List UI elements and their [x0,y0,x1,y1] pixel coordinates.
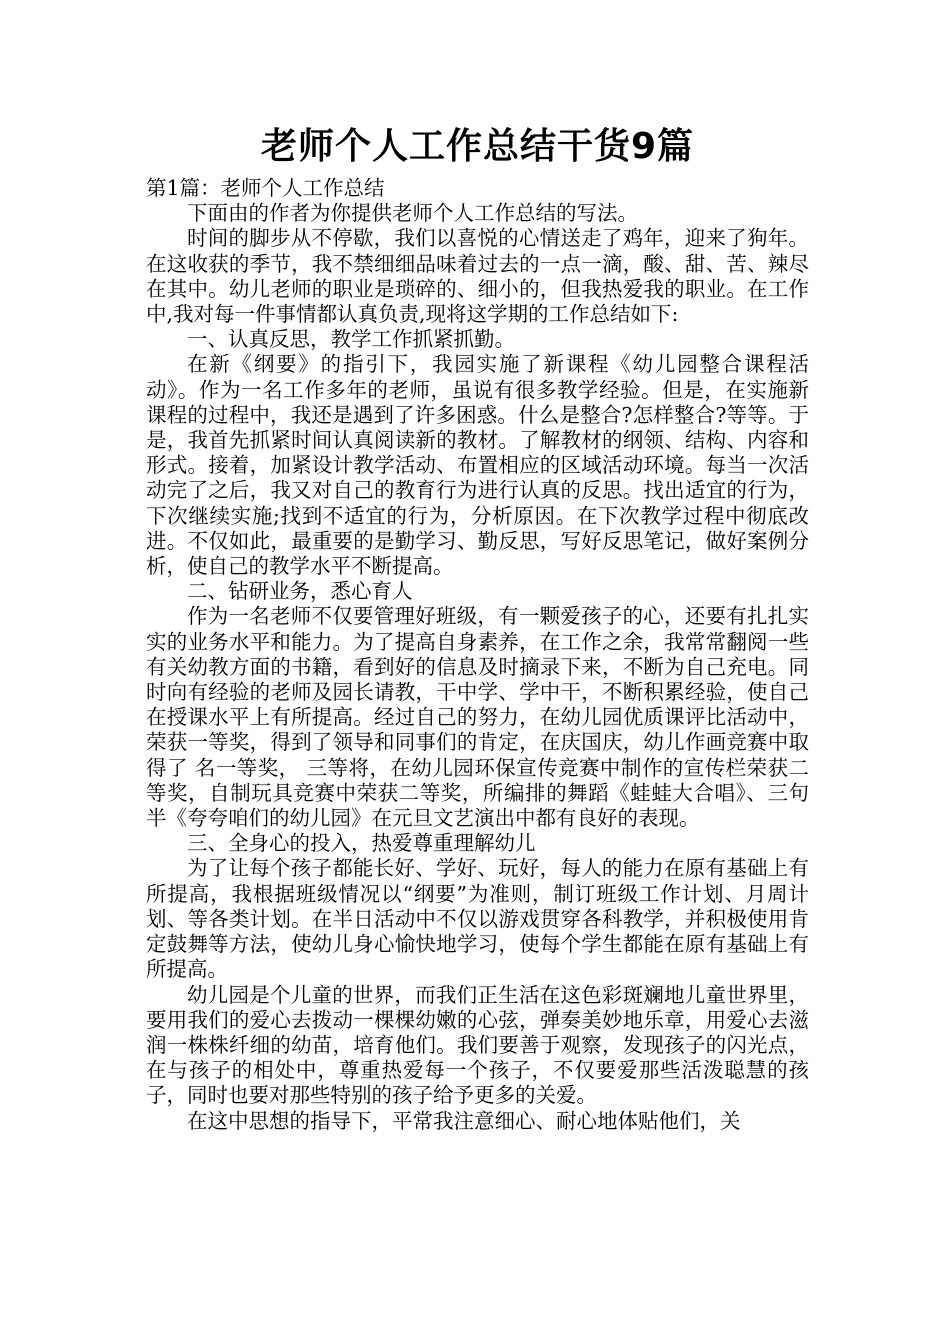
paragraph-opening: 时间的脚步从不停歇，我们以喜悦的心情送走了鸡年，迎来了狗年。在这收获的季节，我不禁细细品味着过去的一点一滴，酸、甜、苦、辣尽在其中。幼儿老师的职业是琐碎的、细小的，但我热爱我的职业。在工作中,我对每一件事情都认真负责,现将这学期的工作总结如下: [146,226,809,327]
paragraph-5: 在这中思想的指导下，平常我注意细心、耐心地体贴他们，关 [187,1108,741,1133]
document-title: 老师个人工作总结干货9篇 [260,126,695,167]
subheading-3: 三、全身心的投入，热爱尊重理解幼儿 [187,831,536,856]
paragraph-intro: 下面由的作者为你提供老师个人工作总结的写法。 [187,201,638,226]
document-body [146,124,809,1134]
subheading-1: 一、认真反思，教学工作抓紧抓勤。 [187,327,515,352]
paragraph-4: 幼儿园是个儿童的世界，而我们正生活在这色彩斑斓地儿童世界里，要用我们的爱心去拨动一棵棵幼嫩的心弦，弹奏美妙地乐章，用爱心去滋润一株株纤细的幼苗，培育他们。我们要善于观察，发现孩子的闪光点，在与孩子的相处中，尊重热爱每一个孩子，不仅要爱那些活泼聪慧的孩子，同时也要对那些特别的孩子给予更多的关爱。 [146,982,809,1108]
paragraph-3: 为了让每个孩子都能长好、学好、玩好，每人的能力在原有基础上有所提高，我根据班级情况以“纲要”为准则，制订班级工作计划、月周计划、等各类计划。在半日活动中不仅以游戏贯穿各科教学，并积极使用肯定鼓舞等方法，使幼儿身心愉快地学习，使每个学生都能在原有基础上有所提高。 [146,856,809,982]
section-heading: 第1篇：老师个人工作总结 [146,176,385,200]
paragraph-2: 作为一名老师不仅要管理好班级，有一颗爱孩子的心，还要有扎扎实实的业务水平和能力。为了提高自身素养，在工作之余，我常常翻阅一些有关幼教方面的书籍，看到好的信息及时摘录下来，不断为自己充电。同时向有经验的老师及园长请教，干中学、学中干，不断积累经验，使自己在授课水平上有所提高。经过自己的努力，在幼儿园优质课评比活动中，荣获一等奖，得到了领导和同事们的肯定，在庆国庆，幼儿作画竞赛中取得了 名一等奖， 三等将，在幼儿园环保宣传竞赛中制作的宣传栏荣获二等奖，自制玩具竞赛中荣获二等奖，所编排的舞蹈《蛙蛙大合唱》、三句半《夸夸咱们的幼儿园》在元旦文艺演出中都有良好的表现。 [146,604,809,831]
document-text [146,176,809,1134]
paragraph-1: 在新《纲要》的指引下，我园实施了新课程《幼儿园整合课程活动》。作为一名工作多年的老师，虽说有很多教学经验。但是，在实施新课程的过程中，我还是遇到了许多困惑。什么是整合?怎样整合?等等。于是，我首先抓紧时间认真阅读新的教材。了解教材的纲领、结构、内容和形式。接着，加紧设计教学活动、布置相应的区域活动环境。每当一次活动完了之后，我又对自己的教育行为进行认真的反思。找出适宜的行为，下次继续实施;找到不适宜的行为，分析原因。在下次教学过程中彻底改进。不仅如此，最重要的是勤学习、勤反思，写好反思笔记，做好案例分析，使自己的教学水平不断提高。 [146,352,809,579]
subheading-2: 二、钻研业务，悉心育人 [187,579,413,604]
